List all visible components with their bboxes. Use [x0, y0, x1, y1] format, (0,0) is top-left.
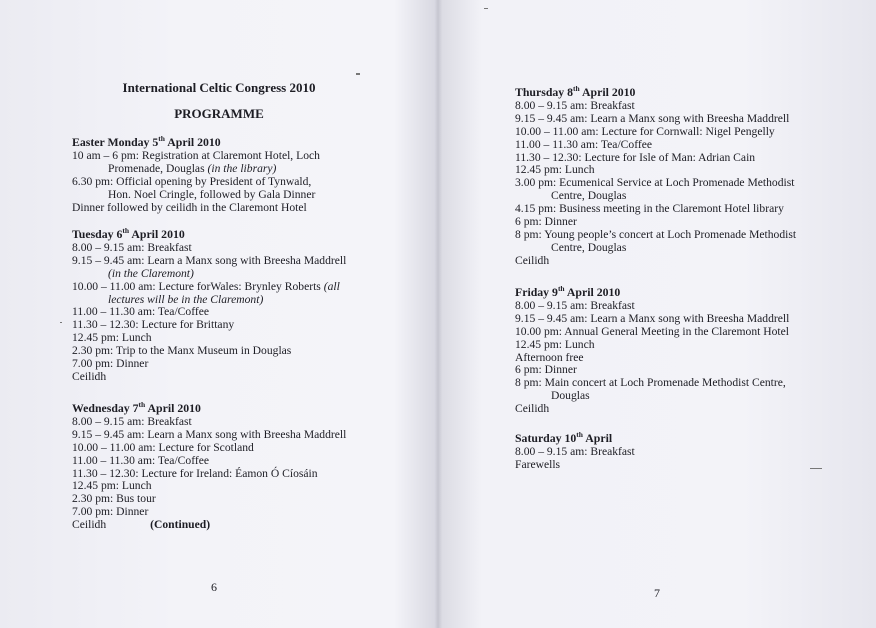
- schedule-text: Centre, Douglas: [551, 240, 627, 254]
- day-heading: [515, 432, 635, 445]
- day-block-saturday: [515, 432, 635, 472]
- schedule-text: 12.45 pm: Lunch: [72, 479, 152, 493]
- ordinal-suffix: th: [122, 226, 130, 236]
- day-heading-text: Wednesday 7: [72, 401, 139, 415]
- schedule-note: (in the Claremont): [108, 266, 194, 280]
- speck-mark: [484, 8, 488, 9]
- speck-mark: [810, 468, 822, 469]
- schedule-text: 9.15 – 9.45 am: Learn a Manx song with Breesha Maddrell: [72, 427, 347, 441]
- day-heading-date: April 2010: [564, 285, 621, 299]
- day-block-tuesday: [72, 228, 346, 384]
- schedule-text: 10.00 – 11.00 am: Lecture for Cornwall: Nigel Pengelly: [515, 124, 775, 138]
- schedule-text: 11.00 – 11.30 am: Tea/Coffee: [515, 137, 652, 151]
- day-heading-date: April 2010: [164, 135, 221, 149]
- day-heading: [515, 86, 796, 99]
- schedule-line: [515, 255, 796, 268]
- page-right: [438, 0, 876, 628]
- schedule-note: (in the library): [207, 161, 277, 175]
- page-number-left: 6: [211, 580, 217, 594]
- schedule-text: 11.30 – 12.30: Lecture for Isle of Man: Adrian Cain: [515, 150, 756, 164]
- schedule-text: 10.00 – 11.00 am: Lecture for Scotland: [72, 440, 254, 454]
- schedule-text: Ceilidh: [515, 402, 550, 416]
- schedule-text: 8 pm: Young people’s concert at Loch Promenade Methodist: [515, 227, 797, 241]
- day-block-wednesday: [72, 402, 346, 532]
- day-block-thursday: [515, 86, 796, 268]
- ordinal-suffix: th: [573, 84, 580, 94]
- schedule-text: 8.00 – 9.15 am: Breakfast: [515, 444, 635, 458]
- day-heading-date: April 2010: [579, 85, 636, 99]
- schedule-text: Afternoon free: [515, 350, 584, 364]
- schedule-text: 9.15 – 9.45 am: Learn a Manx song with Breesha Maddrell: [72, 253, 347, 267]
- schedule-text: Ceilidh: [72, 369, 107, 383]
- congress-title: International Celtic Congress 2010: [122, 80, 316, 95]
- schedule-text: 11.00 – 11.30 am: Tea/Coffee: [72, 305, 209, 319]
- programme-title: PROGRAMME: [174, 106, 264, 121]
- ordinal-suffix: th: [138, 400, 146, 410]
- schedule-text: 10.00 – 11.00 am: Lecture forWales: Brynley Roberts: [72, 279, 324, 293]
- schedule-text: 8.00 – 9.15 am: Breakfast: [515, 98, 635, 112]
- day-heading-text: Saturday 10: [515, 431, 577, 445]
- schedule-text: 2.30 pm: Trip to the Manx Museum in Douglas: [72, 344, 292, 358]
- schedule-text: 8.00 – 9.15 am: Breakfast: [72, 414, 192, 428]
- ordinal-suffix: th: [557, 284, 565, 294]
- schedule-text: 10 am – 6 pm: Registration at Claremont Hotel, Loch: [72, 148, 320, 162]
- schedule-text: 8 pm: Main concert at Loch Promenade Methodist Centre,: [515, 376, 786, 390]
- schedule-text: Ceilidh: [72, 518, 107, 532]
- speck-mark: [60, 322, 62, 323]
- schedule-line: [72, 202, 320, 215]
- speck-mark: [356, 73, 360, 75]
- schedule-note: lectures will be in the Claremont): [108, 292, 264, 306]
- schedule-text: Dinner followed by ceilidh in the Claremont Hotel: [72, 200, 307, 214]
- schedule-line: [515, 403, 789, 416]
- schedule-text: 11.30 – 12.30: Lecture for Ireland: Éamon Ó Cíosáin: [72, 466, 318, 480]
- schedule-text: 11.30 – 12.30: Lecture for Brittany: [72, 318, 235, 332]
- schedule-text: 11.00 – 11.30 am: Tea/Coffee: [72, 453, 209, 467]
- day-heading-text: Easter Monday 5: [72, 135, 159, 149]
- schedule-text: 9.15 – 9.45 am: Learn a Manx song with Breesha Maddrell: [515, 111, 790, 125]
- schedule-text: 4.15 pm: Business meeting in the Claremont Hotel library: [515, 202, 784, 216]
- schedule-line: [515, 390, 789, 403]
- schedule-text: Douglas: [551, 389, 590, 403]
- day-block-monday: [72, 136, 320, 214]
- day-heading-date: April 2010: [129, 227, 185, 241]
- schedule-text: 6.30 pm: Official opening by President of Tynwald,: [72, 174, 312, 188]
- schedule-line: [72, 358, 346, 371]
- schedule-text: Centre, Douglas: [551, 189, 627, 203]
- day-heading-text: Friday 9: [515, 285, 558, 299]
- schedule-line: [515, 459, 635, 472]
- schedule-text: Farewells: [515, 457, 561, 471]
- schedule-note: (all: [323, 279, 340, 293]
- schedule-text: 12.45 pm: Lunch: [515, 163, 595, 177]
- schedule-text: 12.45 pm: Lunch: [515, 337, 595, 351]
- schedule-text: Hon. Noel Cringle, followed by Gala Dinner: [108, 187, 316, 201]
- schedule-text: 7.00 pm: Dinner: [72, 505, 149, 519]
- schedule-text: 3.00 pm: Ecumenical Service at Loch Promenade Methodist: [515, 176, 795, 190]
- page-number-right: 7: [654, 586, 660, 600]
- schedule-text: 12.45 pm: Lunch: [72, 331, 152, 345]
- schedule-text: Promenade, Douglas: [108, 161, 208, 175]
- schedule-text: Ceilidh: [515, 253, 550, 267]
- day-heading-date: April 2010: [145, 401, 201, 415]
- day-heading-text: Thursday 8: [515, 85, 574, 99]
- schedule-text: 7.00 pm: Dinner: [72, 357, 149, 371]
- day-heading: [72, 402, 346, 415]
- day-block-friday: [515, 286, 789, 416]
- day-heading: [72, 228, 346, 241]
- schedule-text: 6 pm: Dinner: [515, 215, 577, 229]
- schedule-line: [515, 242, 796, 255]
- schedule-text: 10.00 pm: Annual General Meeting in the Claremont Hotel: [515, 324, 790, 338]
- schedule-line: [72, 371, 346, 384]
- day-heading: [515, 286, 789, 299]
- schedule-text: 8.00 – 9.15 am: Breakfast: [515, 298, 635, 312]
- ordinal-suffix: th: [576, 430, 583, 440]
- schedule-text: 8.00 – 9.15 am: Breakfast: [72, 240, 192, 254]
- schedule-text: 2.30 pm: Bus tour: [72, 492, 156, 506]
- ordinal-suffix: th: [158, 134, 165, 144]
- schedule-text: 6 pm: Dinner: [515, 363, 577, 377]
- schedule-line: [72, 519, 346, 532]
- schedule-text: 9.15 – 9.45 am: Learn a Manx song with Breesha Maddrell: [515, 311, 790, 325]
- day-heading: [72, 136, 320, 149]
- day-heading-text: Tuesday 6: [72, 227, 123, 241]
- continued-label: (Continued): [150, 518, 211, 532]
- day-heading-date: April: [582, 431, 613, 445]
